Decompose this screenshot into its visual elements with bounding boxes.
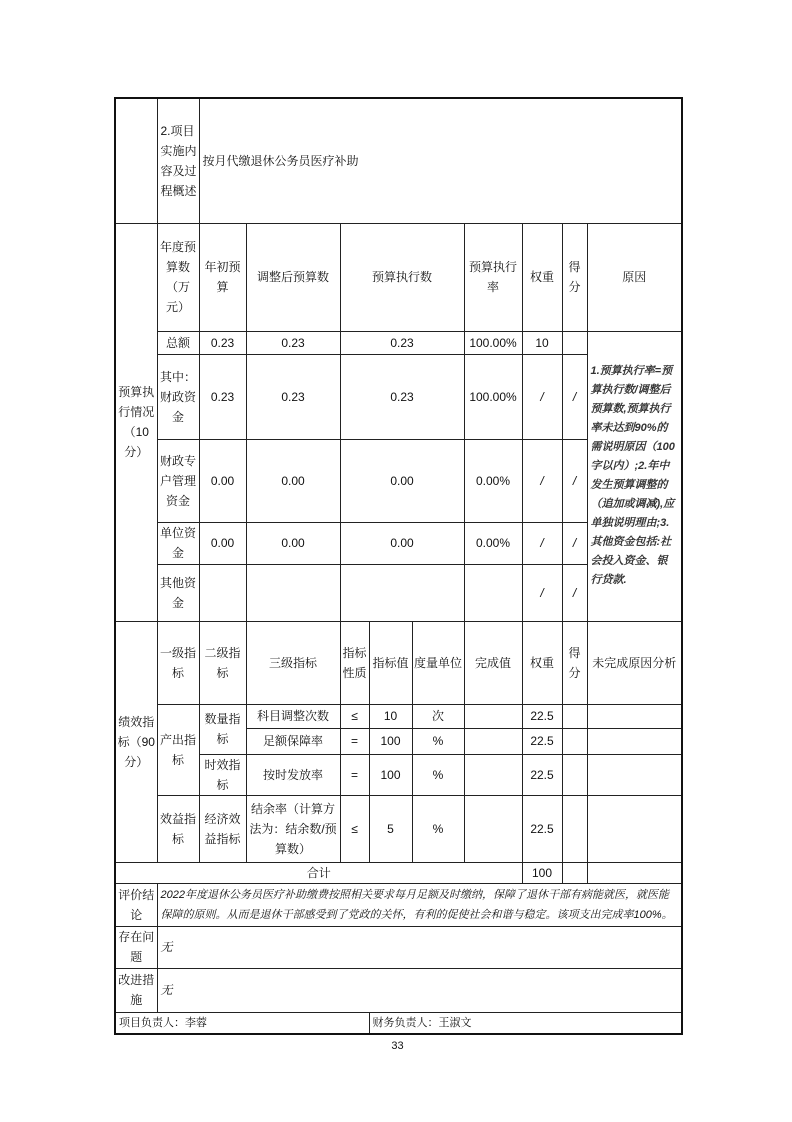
perf-header: 指标值 [369, 621, 412, 704]
overview-content: 按月代缴退休公务员医疗补助 [199, 98, 682, 223]
level3-indicator: 结余率（计算方法为：结余数/预算数） [246, 795, 340, 862]
perf-header: 指标性质 [340, 621, 369, 704]
improve-label: 改进措施 [115, 968, 157, 1012]
page-number: 33 [391, 1039, 404, 1052]
issues-text: 无 [157, 926, 682, 968]
weight: 22.5 [522, 704, 562, 728]
budget-header: 原因 [587, 223, 682, 331]
fund-name: 其他资金 [157, 564, 199, 621]
adjusted-budget: 0.00 [246, 439, 340, 522]
total-weight: 100 [522, 862, 562, 883]
level2-indicator: 经济效益指标 [199, 795, 246, 862]
executed-budget: 0.00 [340, 439, 464, 522]
budget-header: 调整后预算数 [246, 223, 340, 331]
score [562, 704, 587, 728]
indicator-value: 5 [369, 795, 412, 862]
level1-indicator: 产出指标 [157, 704, 199, 795]
weight: 10 [522, 331, 562, 354]
budget-header: 权重 [522, 223, 562, 331]
perf-header: 二级指标 [199, 621, 246, 704]
score [562, 728, 587, 754]
score [562, 795, 587, 862]
indicator-nature: ≤ [340, 795, 369, 862]
reason [587, 728, 682, 754]
total-reason [587, 862, 682, 883]
initial-budget: 0.00 [199, 439, 246, 522]
performance-evaluation-table [114, 97, 683, 1035]
execution-rate: 0.00% [464, 522, 522, 564]
adjusted-budget: 0.23 [246, 354, 340, 439]
level2-indicator: 数量指标 [199, 704, 246, 754]
weight: / [522, 564, 562, 621]
indicator-unit: % [412, 754, 464, 795]
blank-cell [115, 98, 157, 223]
weight: / [522, 354, 562, 439]
perf-header: 完成值 [464, 621, 522, 704]
execution-rate: 0.00% [464, 439, 522, 522]
project-lead: 项目负责人：李蓉 [115, 1012, 369, 1034]
fund-name: 总额 [157, 331, 199, 354]
conclusion-label: 评价结论 [115, 883, 157, 926]
indicator-row [115, 754, 682, 795]
weight: / [522, 439, 562, 522]
budget-row [115, 331, 682, 354]
budget-header: 年初预算 [199, 223, 246, 331]
reason [587, 754, 682, 795]
initial-budget: 0.23 [199, 331, 246, 354]
adjusted-budget: 0.00 [246, 522, 340, 564]
total-row [115, 862, 682, 883]
reason [587, 795, 682, 862]
indicator-row [115, 704, 682, 728]
indicator-nature: ≤ [340, 704, 369, 728]
actual-value [464, 754, 522, 795]
page-content [114, 97, 681, 1053]
total-score [562, 862, 587, 883]
actual-value [464, 728, 522, 754]
budget-header: 预算执行率 [464, 223, 522, 331]
indicator-value: 100 [369, 754, 412, 795]
indicator-unit: 次 [412, 704, 464, 728]
executed-budget: 0.00 [340, 522, 464, 564]
indicator-nature: = [340, 728, 369, 754]
adjusted-budget [246, 564, 340, 621]
score: / [562, 439, 587, 522]
perf-header: 度量单位 [412, 621, 464, 704]
conclusion-text: 2022年度退休公务员医疗补助缴费按照相关要求每月足额及时缴纳，保障了退休干部有病能就医，就医能保障的原则。从而是退休干部感受到了党政的关怀，有利的促使社会和谐与稳定。该项支出完成率100%。 [157, 883, 682, 926]
indicator-nature: = [340, 754, 369, 795]
perf-header: 得分 [562, 621, 587, 704]
executed-budget: 0.23 [340, 354, 464, 439]
indicator-unit: % [412, 795, 464, 862]
perf-header: 未完成原因分析 [587, 621, 682, 704]
initial-budget [199, 564, 246, 621]
score [562, 331, 587, 354]
executed-budget: 0.23 [340, 331, 464, 354]
executed-budget [340, 564, 464, 621]
budget-header: 年度预算数（万元） [157, 223, 199, 331]
perf-header: 权重 [522, 621, 562, 704]
overview-label: 2.项目实施内容及过程概述 [157, 98, 199, 223]
level1-indicator: 效益指标 [157, 795, 199, 862]
improve-text: 无 [157, 968, 682, 1012]
indicator-unit: % [412, 728, 464, 754]
fund-name: 单位资金 [157, 522, 199, 564]
budget-header: 得分 [562, 223, 587, 331]
score [562, 754, 587, 795]
indicator-value: 10 [369, 704, 412, 728]
initial-budget: 0.00 [199, 522, 246, 564]
budget-note: 1.预算执行率=预算执行数/调整后预算数,预算执行率未达到90%的需说明原因（100字以内）;2.年中发生预算调整的（追加或调减),应单独说明理由;3.其他资金包括:社会投入资金、银行贷款. [587, 331, 682, 621]
actual-value [464, 704, 522, 728]
level2-indicator: 时效指标 [199, 754, 246, 795]
adjusted-budget: 0.23 [246, 331, 340, 354]
execution-rate [464, 564, 522, 621]
weight: / [522, 522, 562, 564]
weight: 22.5 [522, 754, 562, 795]
weight: 22.5 [522, 728, 562, 754]
finance-lead: 财务负责人：王淑文 [369, 1012, 682, 1034]
score: / [562, 354, 587, 439]
indicator-row [115, 795, 682, 862]
budget-header: 预算执行数 [340, 223, 464, 331]
score: / [562, 522, 587, 564]
execution-rate: 100.00% [464, 331, 522, 354]
perf-header: 一级指标 [157, 621, 199, 704]
weight: 22.5 [522, 795, 562, 862]
actual-value [464, 795, 522, 862]
performance-section-label: 绩效指标（90分） [115, 621, 157, 862]
budget-section-label: 预算执行情况（10分） [115, 223, 157, 621]
initial-budget: 0.23 [199, 354, 246, 439]
reason [587, 704, 682, 728]
perf-header: 三级指标 [246, 621, 340, 704]
fund-name: 其中：财政资金 [157, 354, 199, 439]
score: / [562, 564, 587, 621]
level3-indicator: 足额保障率 [246, 728, 340, 754]
execution-rate: 100.00% [464, 354, 522, 439]
level3-indicator: 科目调整次数 [246, 704, 340, 728]
fund-name: 财政专户管理资金 [157, 439, 199, 522]
total-label: 合计 [115, 862, 522, 883]
issues-label: 存在问题 [115, 926, 157, 968]
indicator-value: 100 [369, 728, 412, 754]
level3-indicator: 按时发放率 [246, 754, 340, 795]
